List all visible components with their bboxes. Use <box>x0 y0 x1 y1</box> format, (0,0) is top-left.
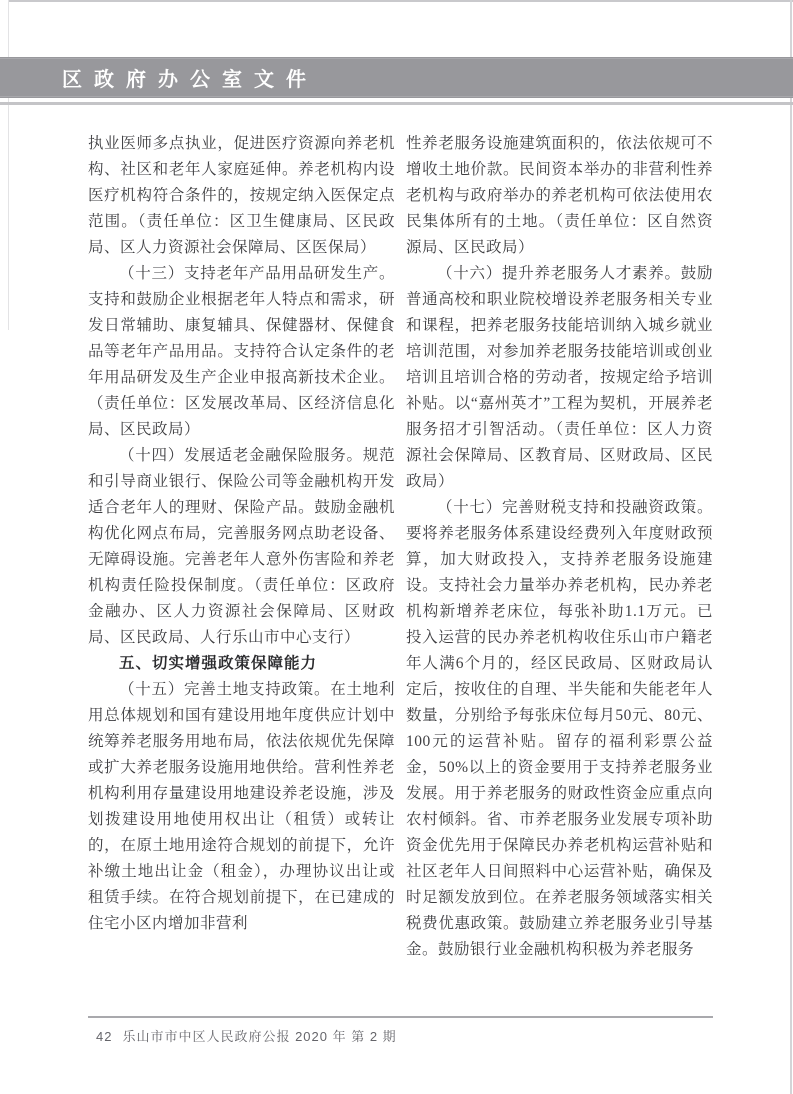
paragraph-item-17: （十七）完善财税支持和投融资政策。要将养老服务体系建设经费列入年度财政预算，加大财政投入，支持养老服务设施建设。支持社会力量举办养老机构，民办养老机构新增养老床位，每张补助1.1万元。已投入运营的民办养老机构收住乐山市户籍老年人满6个月的，经区民政局、区财政局认定后，按收住的自理、半失能和失能老年人数量，分别给予每张床位每月50元、80元、100元的运营补贴。留存的福利彩票公益金，50%以上的资金要用于支持养老服务业发展。用于养老服务的财政性资金应重点向农村倾斜。省、市养老服务业发展专项补助资金优先用于保障民办养老机构运营补贴和社区老年人日间照料中心运营补贴，确保及时足额发放到位。在养老服务领域落实相关税费优惠政策。鼓励建立养老服务业引导基金。鼓励银行业金融机构积极为养老服务 <box>406 499 713 958</box>
paragraph-item-14: （十四）发展适老金融保险服务。规范和引导商业银行、保险公司等金融机构开发适合老年人的理财、保险产品。鼓励金融机构优化网点布局，完善服务网点助老设备、无障碍设施。完善老年人意外伤害险和养老机构责任险投保制度。（责任单位：区政府金融办、区人力资源社会保障局、区财政局、区民政局、人行乐山市中心支行） <box>88 447 395 646</box>
header-band <box>0 57 793 98</box>
header-band-title: 区政府办公室文件 <box>62 69 318 91</box>
paragraph-item-15: （十五）完善土地支持政策。在土地利用总体规划和国有建设用地年度供应计划中统筹养老服务用地布局，依法依规优先保障或扩大养老服务设施用地供给。营利性养老机构利用存量建设用地建设养老设施，涉及划拨建设用地使用权出让（租赁）或转让的，在原土地用途符合规划的前提下，允许补缴土地出让金（租金），办理协议出让或租赁手续。在符合规划前提下，在已建成的住宅小区内增加非营利 <box>88 681 395 932</box>
header-band-inner <box>0 58 793 97</box>
scan-edge-left <box>8 0 9 330</box>
scan-edge-top <box>8 0 793 2</box>
footer <box>96 1026 397 1045</box>
paragraph-item-16: （十六）提升养老服务人才素养。鼓励普通高校和职业院校增设养老服务相关专业和课程，把养老服务技能培训纳入城乡就业培训范围，对参加养老服务技能培训或创业培训且培训合格的劳动者，按规定给予培训补贴。以“嘉州英才”工程为契机，开展养老服务招才引智活动。（责任单位：区人力资源社会保障局、区教育局、区财政局、区民政局） <box>406 265 713 490</box>
paragraph-item-13: （十三）支持老年产品用品研发生产。支持和鼓励企业根据老年人特点和需求，研发日常辅助、康复辅具、保健器材、保健食品等老年产品用品。支持符合认定条件的老年用品研发及生产企业申报高新技术企业。（责任单位：区发展改革局、区经济信息化局、区民政局） <box>88 265 395 438</box>
paragraph-continuation: 执业医师多点执业，促进医疗资源向养老机构、社区和老年人家庭延伸。养老机构内设医疗机构符合条件的，按规定纳入医保定点范围。（责任单位：区卫生健康局、区民政局、区人力资源社会保障局、区医保局） <box>88 135 395 256</box>
page-number: 42 <box>96 1029 113 1044</box>
text-column-left <box>88 131 395 937</box>
text-column-right <box>406 131 713 963</box>
paragraph-continuation: 性养老服务设施建筑面积的，依法依规可不增收土地价款。民间资本举办的非营利性养老机构与政府举办的养老机构可依法使用农民集体所有的土地。（责任单位：区自然资源局、区民政局） <box>406 135 713 256</box>
section-heading: 五、切实增强政策保障能力 <box>119 655 318 672</box>
publication-title: 乐山市市中区人民政府公报 2020 年 第 2 期 <box>122 1029 397 1044</box>
footer-rule <box>88 1016 713 1018</box>
scan-edge-right <box>790 0 792 1094</box>
header-divider <box>0 102 793 105</box>
